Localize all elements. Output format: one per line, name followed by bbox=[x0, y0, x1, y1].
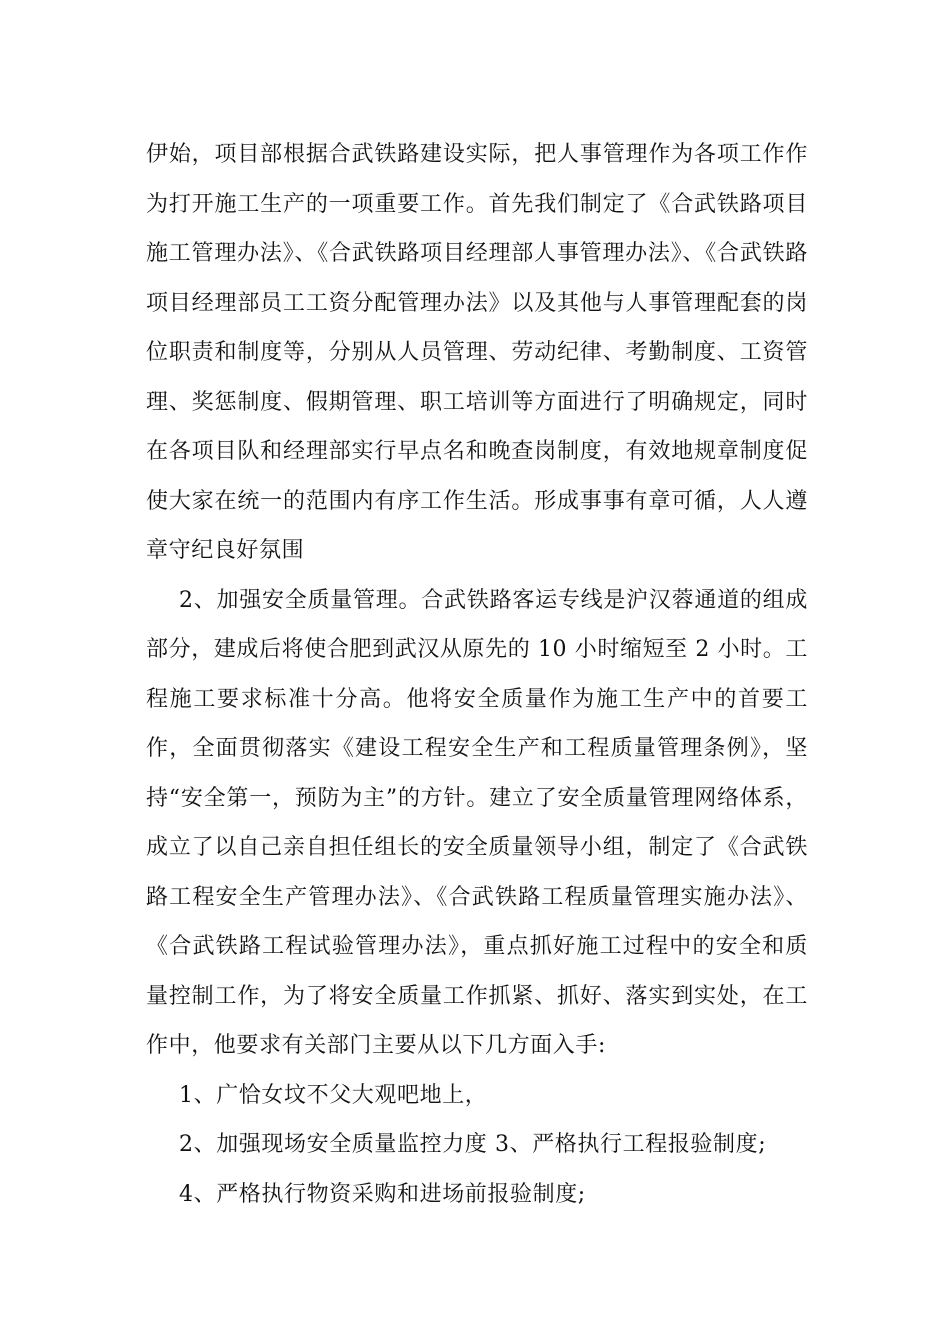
list-item: 1、广恰女坟不父大观吧地上， bbox=[179, 1082, 488, 1108]
paragraph-safety-quality: 2、加强安全质量管理。合武铁路客运专线是沪汉蓉通道的组成部分，建成后将使合肥到武汉从原先的 10 小时缩短至 2 小时。工程施工要求标准十分高。他将安全质量作为施工生产中的首要工作，全面贯彻落实《建设工程安全生产和工程质量管理条例》，坚持“安全第一，预防为主”的方针。建立了安全质量管理网络体系，成立了以自己亲自担任组长的安全质量领导小组，制定了《合武铁路工程安全生产管理办法》、《合武铁路工程质量管理实施办法》、《合武铁路工程试验管理办法》，重点抓好施工过程中的安全和质量控制工作，为了将安全质量工作抓紧、抓好、落实到实处，在工作中，他要求有关部门主要从以下几方面入手: bbox=[146, 587, 808, 1058]
document-body bbox=[146, 130, 808, 1219]
list-item: 4、严格执行物资采购和进场前报验制度; bbox=[179, 1181, 586, 1207]
paragraph-personnel-management: 伊始，项目部根据合武铁路建设实际，把人事管理作为各项工作作为打开施工生产的一项重要工作。首先我们制定了《合武铁路项目施工管理办法》、《合武铁路项目经理部人事管理办法》、《合武铁路项目经理部员工工资分配管理办法》以及其他与人事管理配套的岗位职责和制度等，分别从人员管理、劳动纪律、考勤制度、工资管理、奖惩制度、假期管理、职工培训等方面进行了明确规定，同时在各项目队和经理部实行早点名和晚查岗制度，有效地规章制度促使大家在统一的范围内有序工作生活。形成事事有章可循，人人遵章守纪良好氛围 bbox=[146, 142, 808, 563]
list-item: 2、加强现场安全质量监控力度 3、严格执行工程报验制度; bbox=[179, 1132, 767, 1157]
